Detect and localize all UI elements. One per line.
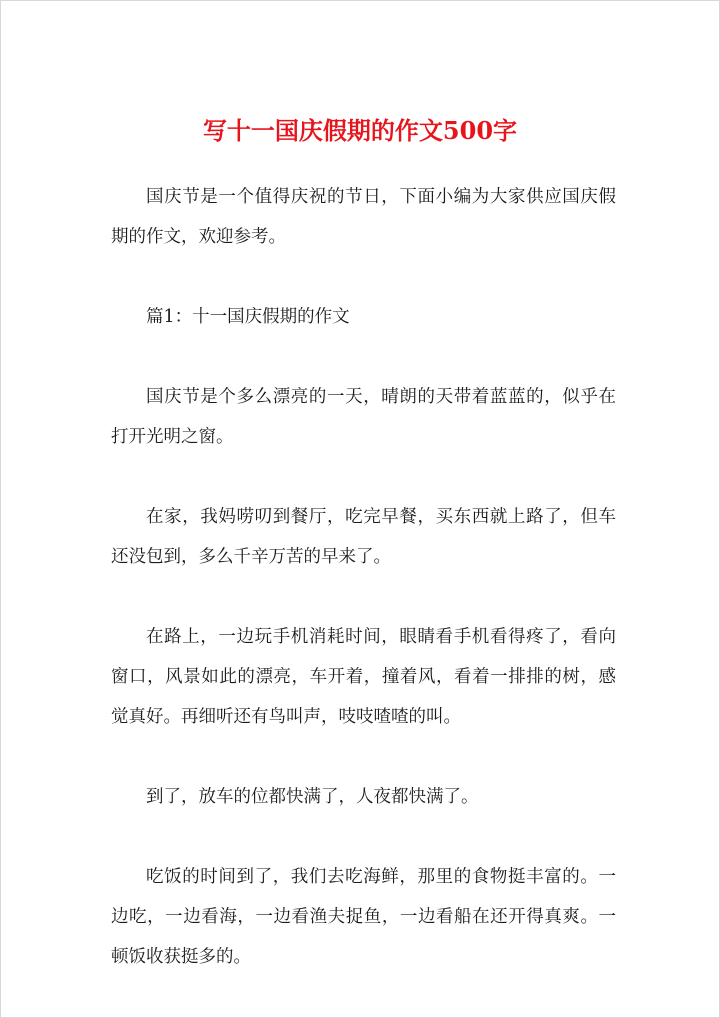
paragraph-section-heading: 篇1：十一国庆假期的作文 (146, 307, 350, 327)
paragraph-4: 到了，放车的位都快满了，人夜都快满了。 (146, 787, 479, 807)
document-body (111, 177, 616, 1017)
paragraph-2: 在家，我妈唠叨到餐厅，吃完早餐，买东西就上路了，但车还没包到，多么千辛万苦的早来了。 (111, 507, 616, 567)
paragraph-intro: 国庆节是一个值得庆祝的节日，下面小编为大家供应国庆假期的作文，欢迎参考。 (111, 187, 616, 247)
paragraph-5: 吃饭的时间到了，我们去吃海鲜，那里的食物挺丰富的。一边吃，一边看海，一边看渔夫捉鱼，一边看船在还开得真爽。一顿饭收获挺多的。 (111, 867, 616, 967)
paragraph-1: 国庆节是个多么漂亮的一天，晴朗的天带着蓝蓝的，似乎在打开光明之窗。 (111, 387, 616, 447)
document-title: 写十一国庆假期的作文500字 (202, 116, 518, 145)
paragraph-3: 在路上，一边玩手机消耗时间，眼睛看手机看得疼了，看向窗口，风景如此的漂亮，车开着，撞着风，看着一排排的树，感觉真好。再细听还有鸟叫声，吱吱喳喳的叫。 (111, 627, 616, 727)
